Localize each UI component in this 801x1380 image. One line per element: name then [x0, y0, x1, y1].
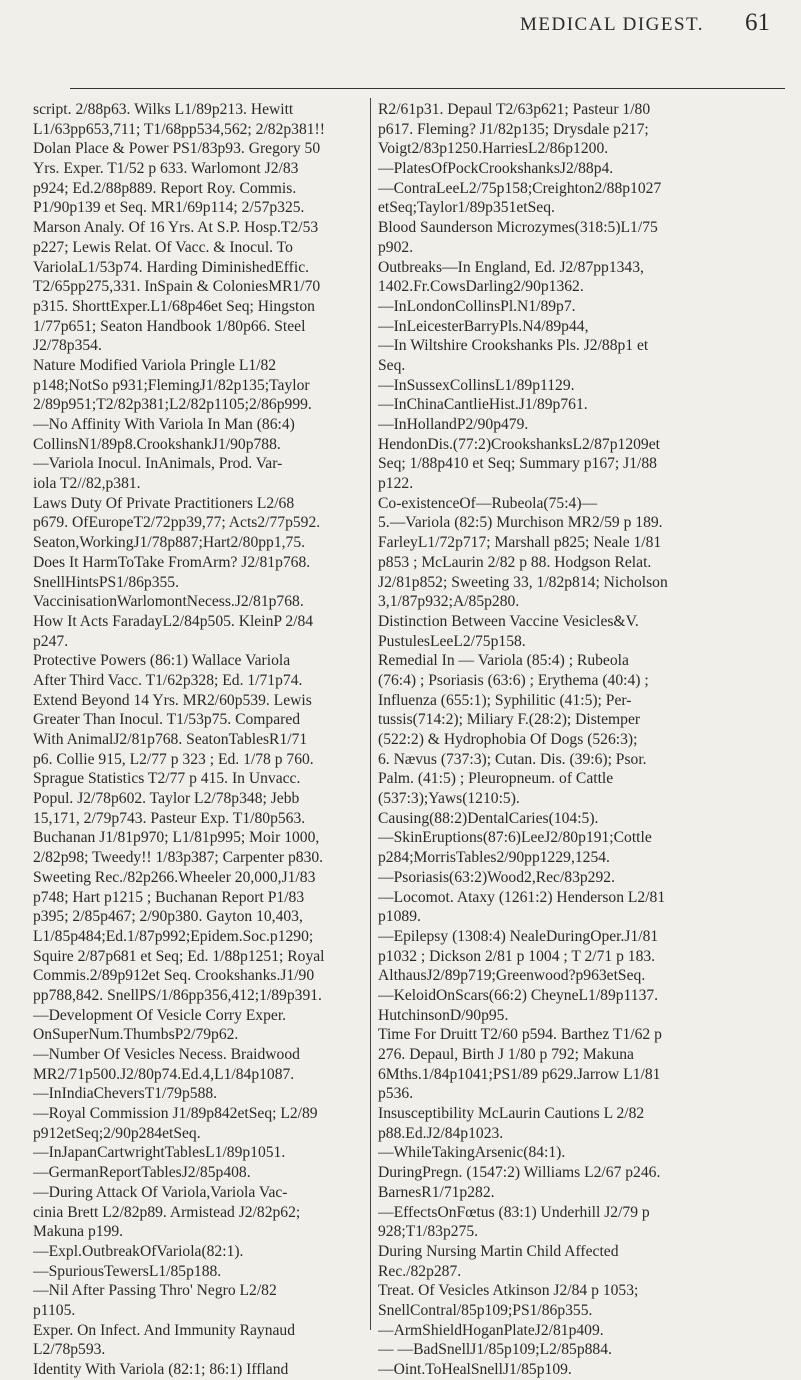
index-line: VaccinisationWarlomontNecess.J2/81p768.: [33, 593, 304, 611]
index-line: Greater Than Inocul. T1/53p75. Compared: [33, 711, 301, 729]
index-line: —InChinaCantlieHist.J1/89p761.: [378, 396, 588, 414]
index-line: FarleyL1/72p717; Marshall p825; Neale 1/81: [378, 534, 662, 552]
index-line: Co-existenceOf—Rubeola(75:4)—: [378, 494, 598, 512]
index-line: R2/61p31. Depaul T2/63p621; Pasteur 1/80: [378, 101, 651, 118]
index-line: p6. Collie 915, L2/77 p 323 ; Ed. 1/78 p 760.: [33, 750, 314, 768]
index-line: Yrs. Exper. T1/52 p 633. Warlomont J2/83: [33, 160, 299, 178]
index-line: 928;T1/83p275.: [378, 1223, 479, 1241]
index-line: —InLondonCollinsPl.N1/89p7.: [378, 297, 576, 315]
index-line: p1105.: [33, 1301, 76, 1319]
index-line: 15,171, 2/79p743. Pasteur Exp. T1/80p563.: [33, 809, 306, 827]
index-line: tussis(714:2); Miliary F.(28:2); Distemper: [378, 711, 641, 729]
index-line: —Number Of Vesicles Necess. Braidwood: [33, 1046, 300, 1063]
index-line: VariolaL1/53p74. Harding DiminishedEffic.: [33, 258, 310, 276]
index-line: (522:2) & Hydrophobia Of Dogs (526:3);: [378, 731, 638, 748]
index-line: Extend Beyond 14 Yrs. MR2/60p539. Lewis: [33, 691, 312, 709]
header-rule: [70, 88, 785, 89]
index-line: iola T2//82,p381.: [33, 475, 141, 493]
index-line: J2/78p354.: [33, 337, 102, 355]
index-line: cinia Brett L2/82p89. Armistead J2/82p62;: [33, 1203, 301, 1221]
index-line: Blood Saunderson Microzymes(318:5)L1/75: [378, 219, 658, 237]
index-line: p1032 ; Dickson 2/81 p 1004 ; T 2/71 p 183.: [378, 947, 656, 965]
running-title: MEDICAL DIGEST.: [520, 14, 704, 35]
index-line: —InSussexCollinsL1/89p1129.: [378, 376, 575, 394]
index-line: AlthausJ2/89p719;Greenwood?p963etSeq.: [378, 967, 646, 985]
index-line: SnellHintsPS1/86p355.: [33, 573, 180, 591]
index-line: p902.: [378, 238, 414, 256]
index-line: Causing(88:2)DentalCaries(104:5).: [378, 809, 599, 827]
index-line: Outbreaks—In England, Ed. J2/87pp1343,: [378, 258, 644, 276]
index-line: 1/77p651; Seaton Handbook 1/80p66. Steel: [33, 317, 306, 335]
index-line: —In Wiltshire Crookshanks Pls. J2/88p1 et: [378, 337, 649, 355]
index-line: p247.: [33, 632, 69, 650]
index-line: —PlatesOfPockCrookshanksJ2/88p4.: [378, 160, 614, 178]
index-line: Sweeting Rec./82p266.Wheeler 20,000,J1/83: [33, 868, 316, 886]
index-line: J2/81p852; Sweeting 33, 1/82p814; Nicholson: [378, 573, 668, 591]
index-line: p853 ; McLaurin 2/82 p 88. Hodgson Relat.: [378, 553, 652, 571]
column-divider: [370, 98, 371, 1330]
index-line: —EffectsOnFœtus (83:1) Underhill J2/79 p: [378, 1203, 650, 1221]
index-line: —GermanReportTablesJ2/85p408.: [33, 1164, 251, 1182]
index-line: Treat. Of Vesicles Atkinson J2/84 p 1053;: [378, 1282, 639, 1300]
index-line: L1/85p484;Ed.1/87p992;Epidem.Soc.p1290;: [33, 927, 314, 945]
index-line: —During Attack Of Variola,Variola Vac-: [33, 1183, 288, 1201]
index-line: Palm. (41:5) ; Pleuropneum. of Cattle: [378, 770, 614, 788]
index-line: Dolan Place & Power PS1/83p93. Gregory 50: [33, 140, 321, 158]
index-line: Distinction Between Vaccine Vesicles&V.: [378, 612, 639, 630]
index-line: T2/65pp275,331. InSpain & ColoniesMR1/70: [33, 278, 321, 296]
index-line: —Epilepsy (1308:4) NealeDuringOper.J1/81: [378, 927, 659, 945]
index-line: p148;NotSo p931;FlemingJ1/82p135;Taylor: [33, 376, 310, 394]
index-line: CollinsN1/89p8.CrookshankJ1/90p788.: [33, 435, 281, 453]
index-line: p924; Ed.2/88p889. Report Roy. Commis.: [33, 179, 297, 197]
index-line: —ArmShieldHoganPlateJ2/81p409.: [378, 1321, 604, 1339]
index-line: Squire 2/87p681 et Seq; Ed. 1/88p1251; Royal: [33, 947, 325, 965]
index-line: pp788,842. SnellPS/1/86pp356,412;1/89p391.: [33, 986, 322, 1004]
index-line: —Development Of Vesicle Corry Exper.: [33, 1006, 287, 1024]
index-line: Makuna p199.: [33, 1223, 124, 1241]
index-line: How It Acts FaradayL2/84p505. KleinP 2/84: [33, 612, 314, 630]
index-line: Influenza (655:1); Syphilitic (41:5); Per-: [378, 691, 632, 709]
index-line: 6Mths.1/84p1041;PS1/89 p629.Jarrow L1/81: [378, 1065, 661, 1083]
right-column: [378, 100, 788, 1380]
index-line: 2/82p98; Tweedy!! 1/83p387; Carpenter p830.: [33, 849, 324, 867]
index-line: —SpuriousTewersL1/85p188.: [33, 1262, 222, 1280]
index-line: Does It HarmToTake FromArm? J2/81p768.: [33, 553, 311, 571]
index-line: HutchinsonD/90p95.: [378, 1006, 509, 1024]
index-line: PustulesLeeL2/75p158.: [378, 632, 526, 650]
index-line: p679. OfEuropeT2/72pp39,77; Acts2/77p592.: [33, 514, 321, 532]
index-line: etSeq;Taylor1/89p351etSeq.: [378, 199, 555, 217]
index-line: Time For Druitt T2/60 p594. Barthez T1/62 p: [378, 1026, 662, 1044]
index-line: Insusceptibility McLaurin Cautions L 2/82: [378, 1105, 645, 1123]
index-line: p122.: [378, 475, 414, 493]
index-line: Nature Modified Variola Pringle L1/82: [33, 356, 277, 374]
index-line: —ContraLeeL2/75p158;Creighton2/88p1027: [378, 179, 662, 197]
index-line: p536.: [378, 1085, 414, 1103]
index-line: —No Affinity With Variola In Man (86:4): [33, 416, 295, 433]
index-line: Sprague Statistics T2/77 p 415. In Unvacc.: [33, 770, 301, 788]
index-line: —Oint.ToHealSnellJ1/85p109.: [378, 1361, 572, 1378]
index-line: —Expl.OutbreakOfVariola(82:1).: [33, 1242, 244, 1260]
index-line: L2/78p593.: [33, 1341, 106, 1359]
index-line: Seaton,WorkingJ1/78p887;Hart2/80pp1,75.: [33, 534, 306, 552]
index-line: —InJapanCartwrightTablesL1/89p1051.: [33, 1144, 286, 1162]
index-line: —InHollandP2/90p479.: [378, 416, 529, 433]
index-line: p617. Fleming? J1/82p135; Drysdale p217;: [378, 120, 649, 138]
index-line: —KeloidOnScars(66:2) CheyneL1/89p1137.: [378, 986, 659, 1004]
index-line: BarnesR1/71p282.: [378, 1183, 495, 1201]
index-line: 2/89p951;T2/82p381;L2/82p1105;2/86p999.: [33, 396, 312, 414]
index-line: L1/63pp653,711; T1/68pp534,562; 2/82p381!!: [33, 120, 325, 138]
index-line: —Nil After Passing Thro' Negro L2/82: [33, 1282, 277, 1300]
index-line: After Third Vacc. T1/62p328; Ed. 1/71p74.: [33, 671, 303, 689]
index-line: 6. Nævus (737:3); Cutan. Dis. (39:6); Psor.: [378, 750, 647, 768]
index-line: HendonDis.(77:2)CrookshanksL2/87p1209et: [378, 435, 660, 453]
index-line: p1089.: [378, 908, 421, 926]
index-line: Seq; 1/88p410 et Seq; Summary p167; J1/88: [378, 455, 657, 473]
index-line: Rec./82p287.: [378, 1262, 462, 1280]
index-line: —Psoriasis(63:2)Wood2,Rec/83p292.: [378, 868, 615, 886]
index-line: p88.Ed.J2/84p1023.: [378, 1124, 504, 1142]
index-line: Remedial In — Variola (85:4) ; Rubeola: [378, 652, 629, 670]
index-line: Voigt2/83p1250.HarriesL2/86p1200.: [378, 140, 609, 158]
index-line: p227; Lewis Relat. Of Vacc. & Inocul. To: [33, 238, 293, 256]
index-line: —InLeicesterBarryPls.N4/89p44,: [378, 317, 589, 335]
index-line: During Nursing Martin Child Affected: [378, 1242, 619, 1260]
index-line: SnellContral/85p109;PS1/86p355.: [378, 1301, 593, 1319]
index-line: 5.—Variola (82:5) Murchison MR2/59 p 189.: [378, 514, 663, 532]
index-line: —InIndiaCheversT1/79p588.: [33, 1085, 218, 1103]
index-line: —WhileTakingArsenic(84:1).: [378, 1144, 566, 1162]
page-number: 61: [745, 9, 770, 36]
index-line: p748; Hart p1215 ; Buchanan Report P1/83: [33, 888, 305, 906]
index-line: MR2/71p500.J2/80p74.Ed.4,L1/84p1087.: [33, 1065, 295, 1083]
index-line: —SkinEruptions(87:6)LeeJ2/80p191;Cottle: [378, 829, 652, 847]
left-column: [33, 100, 364, 1380]
index-line: Seq.: [378, 356, 406, 374]
index-line: p912etSeq;2/90p284etSeq.: [33, 1124, 201, 1142]
index-line: Commis.2/89p912et Seq. Crookshanks.J1/90: [33, 967, 315, 985]
index-line: Identity With Variola (82:1; 86:1) Iffland: [33, 1361, 289, 1378]
index-line: Exper. On Infect. And Immunity Raynaud: [33, 1321, 296, 1339]
index-line: 276. Depaul, Birth J 1/80 p 792; Makuna: [378, 1046, 634, 1063]
index-line: —Locomot. Ataxy (1261:2) Henderson L2/81: [378, 888, 666, 906]
index-line: p315. ShorttExper.L1/68p46et Seq; Hingston: [33, 297, 315, 315]
index-line: p284;MorrisTables2/90pp1229,1254.: [378, 849, 610, 867]
index-line: (537:3);Yaws(1210:5).: [378, 790, 520, 808]
index-line: p395; 2/85p467; 2/90p380. Gayton 10,403,: [33, 908, 303, 926]
index-line: Buchanan J1/81p970; L1/81p995; Moir 1000,: [33, 829, 320, 847]
index-line: (76:4) ; Psoriasis (63:6) ; Erythema (40:4) ;: [378, 671, 649, 689]
index-line: Protective Powers (86:1) Wallace Variola: [33, 652, 291, 670]
page-header: [0, 8, 801, 48]
index-line: P1/90p139 et Seq. MR1/69p114; 2/57p325.: [33, 199, 305, 217]
index-line: — —BadSnellJ1/85p109;L2/85p884.: [378, 1341, 612, 1359]
index-line: DuringPregn. (1547:2) Williams L2/67 p246.: [378, 1164, 661, 1182]
index-line: Marson Analy. Of 16 Yrs. At S.P. Hosp.T2/53: [33, 219, 319, 237]
index-line: With AnimalJ2/81p768. SeatonTablesR1/71: [33, 731, 308, 748]
index-line: Popul. J2/78p602. Taylor L2/78p348; Jebb: [33, 790, 300, 808]
index-line: Laws Duty Of Private Practitioners L2/68: [33, 494, 295, 512]
index-line: script. 2/88p63. Wilks L1/89p213. Hewitt: [33, 101, 294, 118]
index-line: —Variola Inocul. InAnimals, Prod. Var-: [33, 455, 283, 473]
index-line: OnSuperNum.ThumbsP2/79p62.: [33, 1026, 239, 1044]
index-line: 1402.Fr.CowsDarling2/90p1362.: [378, 278, 584, 296]
index-line: 3,1/87p932;A/85p280.: [378, 593, 520, 611]
index-line: —Royal Commission J1/89p842etSeq; L2/89: [33, 1105, 318, 1123]
